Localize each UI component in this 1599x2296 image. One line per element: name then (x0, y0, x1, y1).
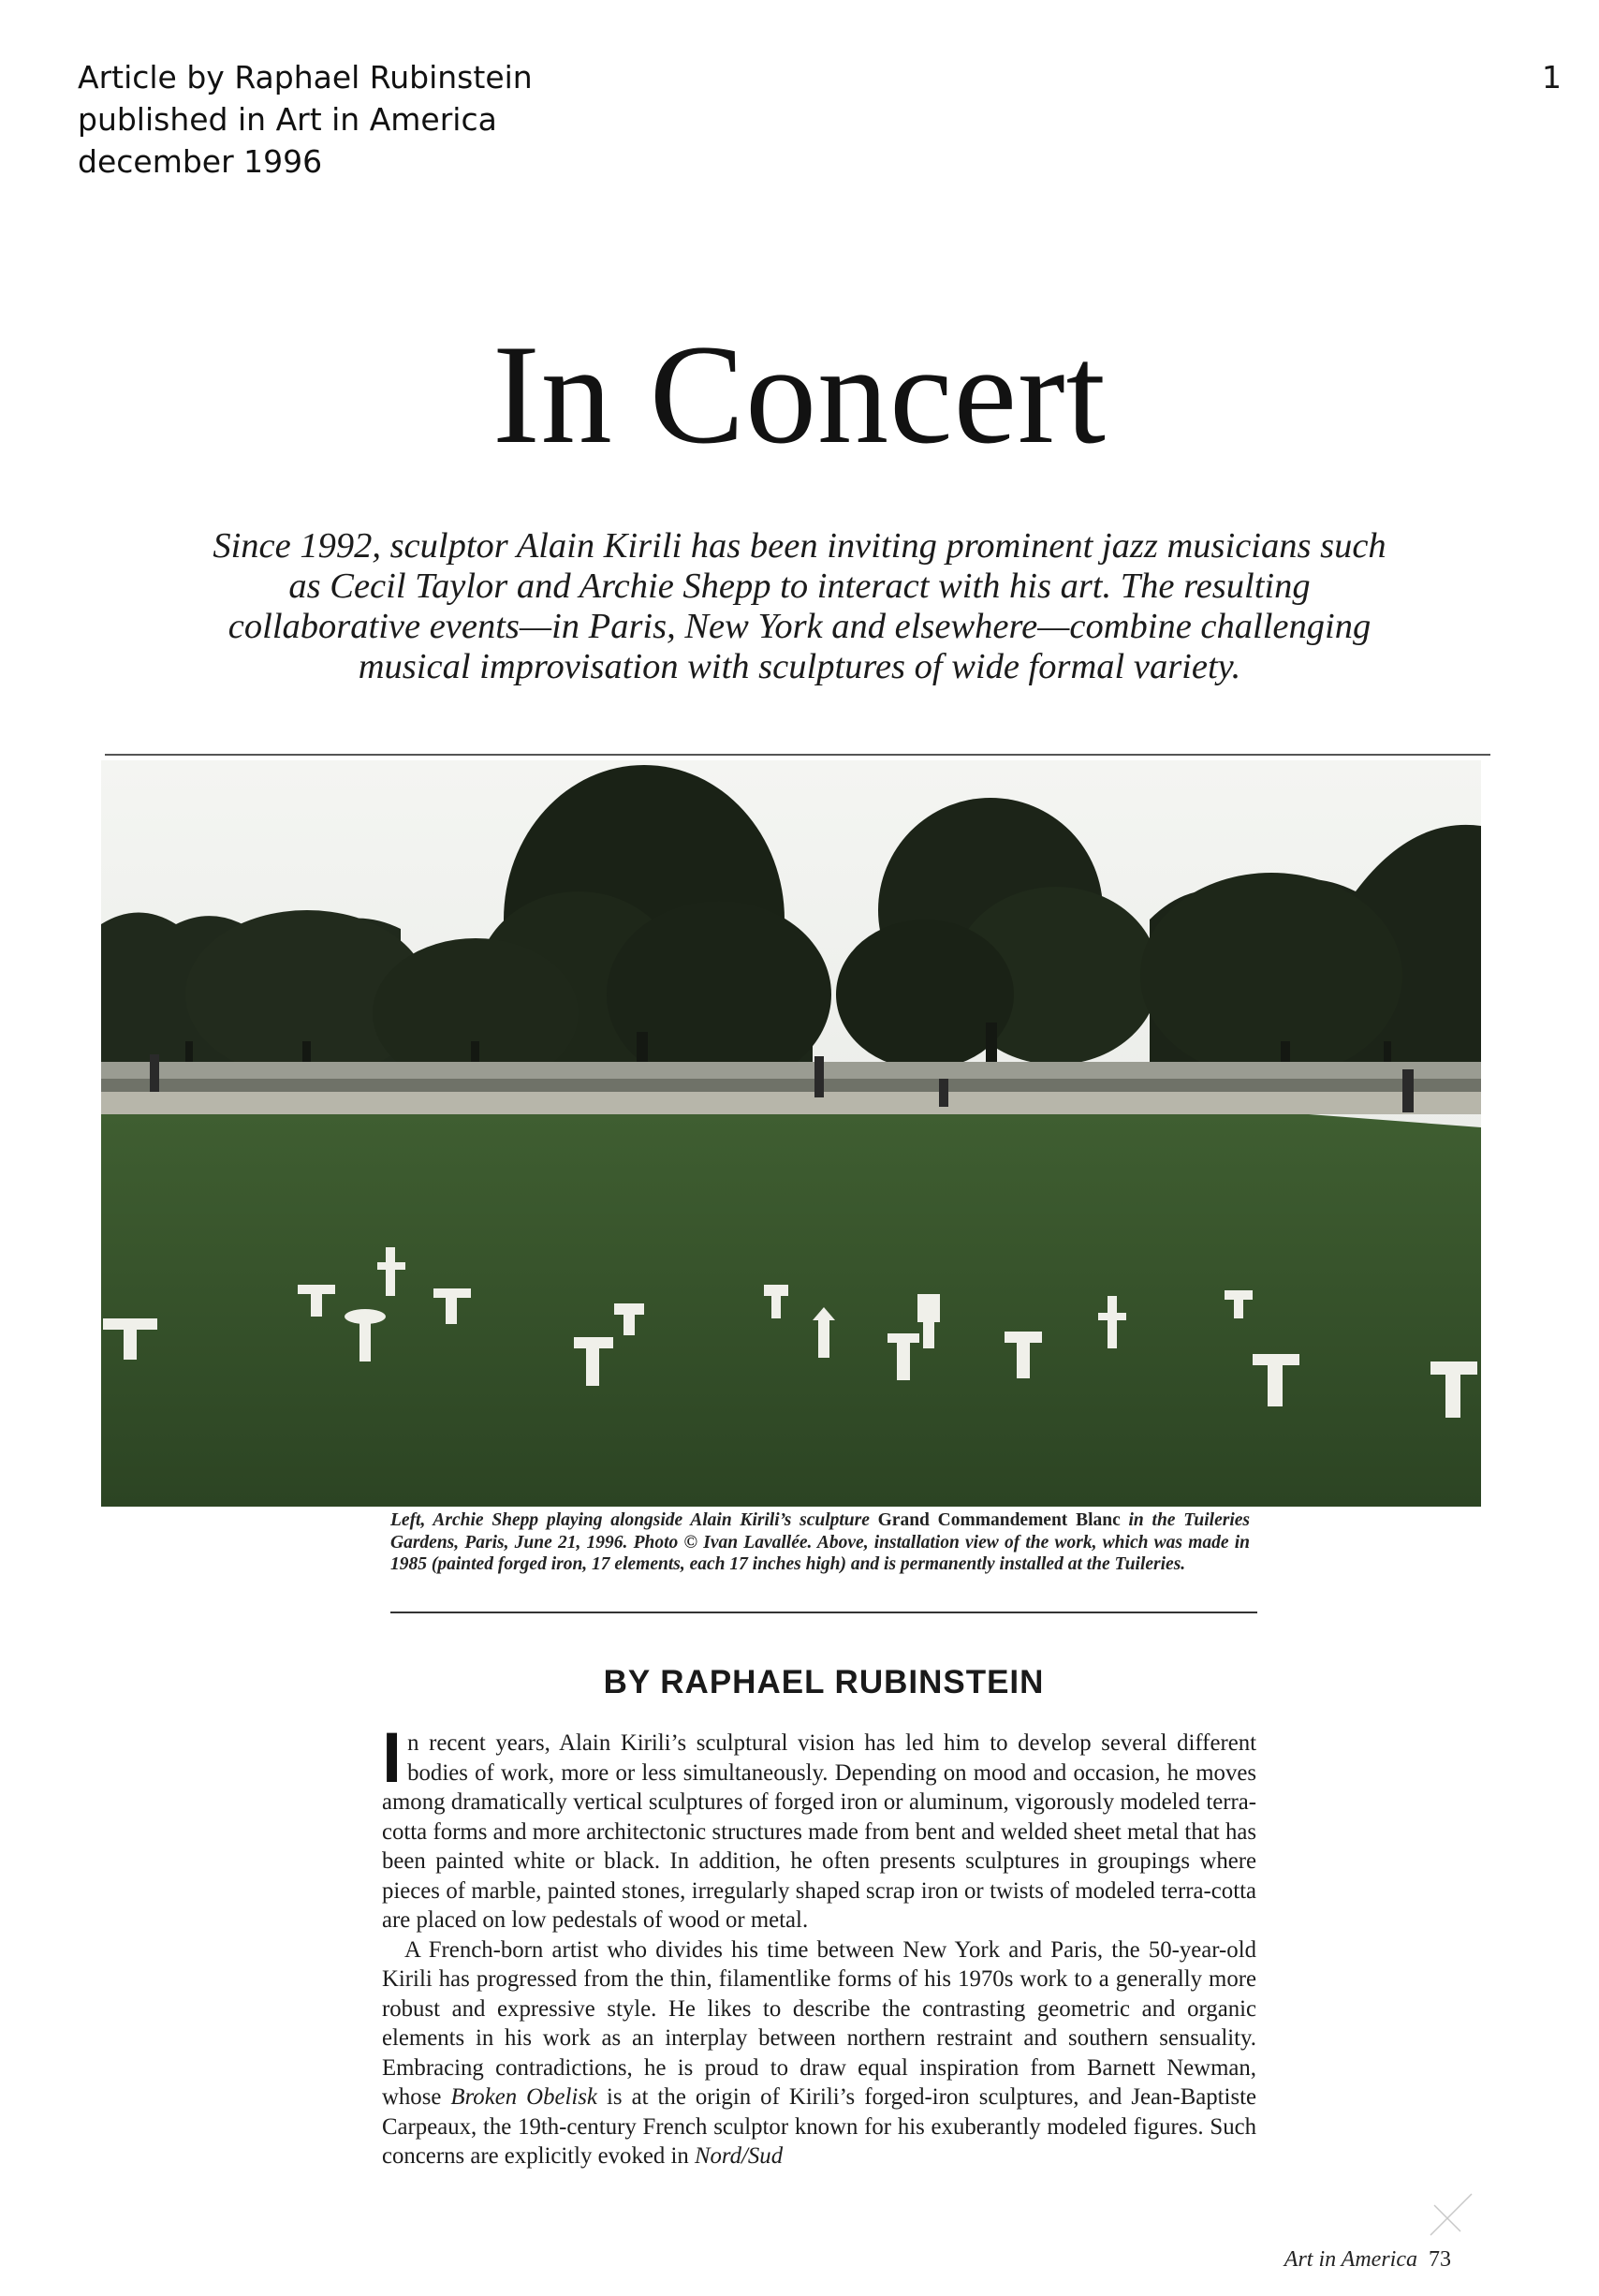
page-footer (1284, 2247, 1451, 2273)
header-note-line: december 1996 (78, 143, 323, 180)
artwork-title: Nord/Sud (694, 2143, 784, 2169)
header-note (78, 56, 533, 183)
caption-artwork-title: Grand Commandement Blanc (877, 1510, 1121, 1530)
page-number: 1 (1542, 59, 1562, 96)
photo-caption (390, 1509, 1250, 1576)
crop-mark-icon (1423, 2186, 1479, 2243)
footer-page-number: 73 (1429, 2247, 1451, 2272)
footer-magazine: Art in America (1284, 2247, 1417, 2272)
paragraph-text: A French-born artist who divides his time between New York and Paris, the 50-year-old Kirili has progressed from the thin, filamentlike forms of his 1970s work to a generally more robust and expressive style. He likes to describe the contrasting geometric and organic elements in his work as an interplay between northern restraint and southern sensuality. Embracing contradictions, he is proud to draw equal inspiration from Barnett Newman, whose (382, 1936, 1256, 2110)
artwork-title: Broken Obelisk (450, 2084, 597, 2110)
paragraph-text: n recent years, Alain Kirili’s sculptural vision has led him to develop several different bodies of work, more or less simultaneously. Depending on mood and occasion, he moves among dramatically vertical sculptures of forged iron or aluminum, vigorously modeled terra-cotta forms and more architectonic structures made from bent and welded sheet metal that has been painted white or black. In addition, he often presents sculptures in groupings where pieces of marble, painted stones, irregularly shaped scrap iron or twists of modeled terra-cotta are placed on low pedestals of wood or metal. (382, 1730, 1256, 1933)
caption-rule (390, 1612, 1257, 1613)
article-title: In Concert (492, 316, 1107, 473)
body-paragraph (382, 1718, 1256, 1935)
header-note-line: published in Art in America (78, 101, 497, 138)
article-body (382, 1718, 1256, 2171)
tuileries-garden-sculpture-photo (101, 760, 1481, 1507)
body-paragraph (382, 1935, 1256, 2171)
header-note-line: Article by Raphael Rubinstein (78, 59, 533, 96)
drop-cap: I (382, 1718, 403, 1798)
byline: BY RAPHAEL RUBINSTEIN (603, 1664, 1045, 1700)
divider-rule (105, 754, 1490, 756)
caption-text: in the Tuileries Gardens, Paris, June 21, 1996. Photo © Ivan Lavallée. Above, installation view of the work, which was made in 1985 (painted forged iron, 17 elements, each 17 inches high) and is permanently installed at the Tuileries. (390, 1510, 1250, 1574)
article-deck: Since 1992, sculptor Alain Kirili has been inviting prominent jazz musicians such as Cecil Taylor and Archie Shepp to interact with his art. The resulting collaborative events—in Paris, New York and elsewhere—combine challenging musical improvisation with sculptures of wide formal variety. (213, 526, 1386, 686)
paragraph-text: is at the origin of Kirili’s forged-iron sculptures, and Jean-Baptiste Carpeaux, the 19th-century French sculptor known for his exuberantly modeled figures. Such concerns are explicitly evoked in (382, 2084, 1256, 2169)
caption-text: Left, Archie Shepp playing alongside Alain Kirili’s sculpture (390, 1510, 878, 1530)
